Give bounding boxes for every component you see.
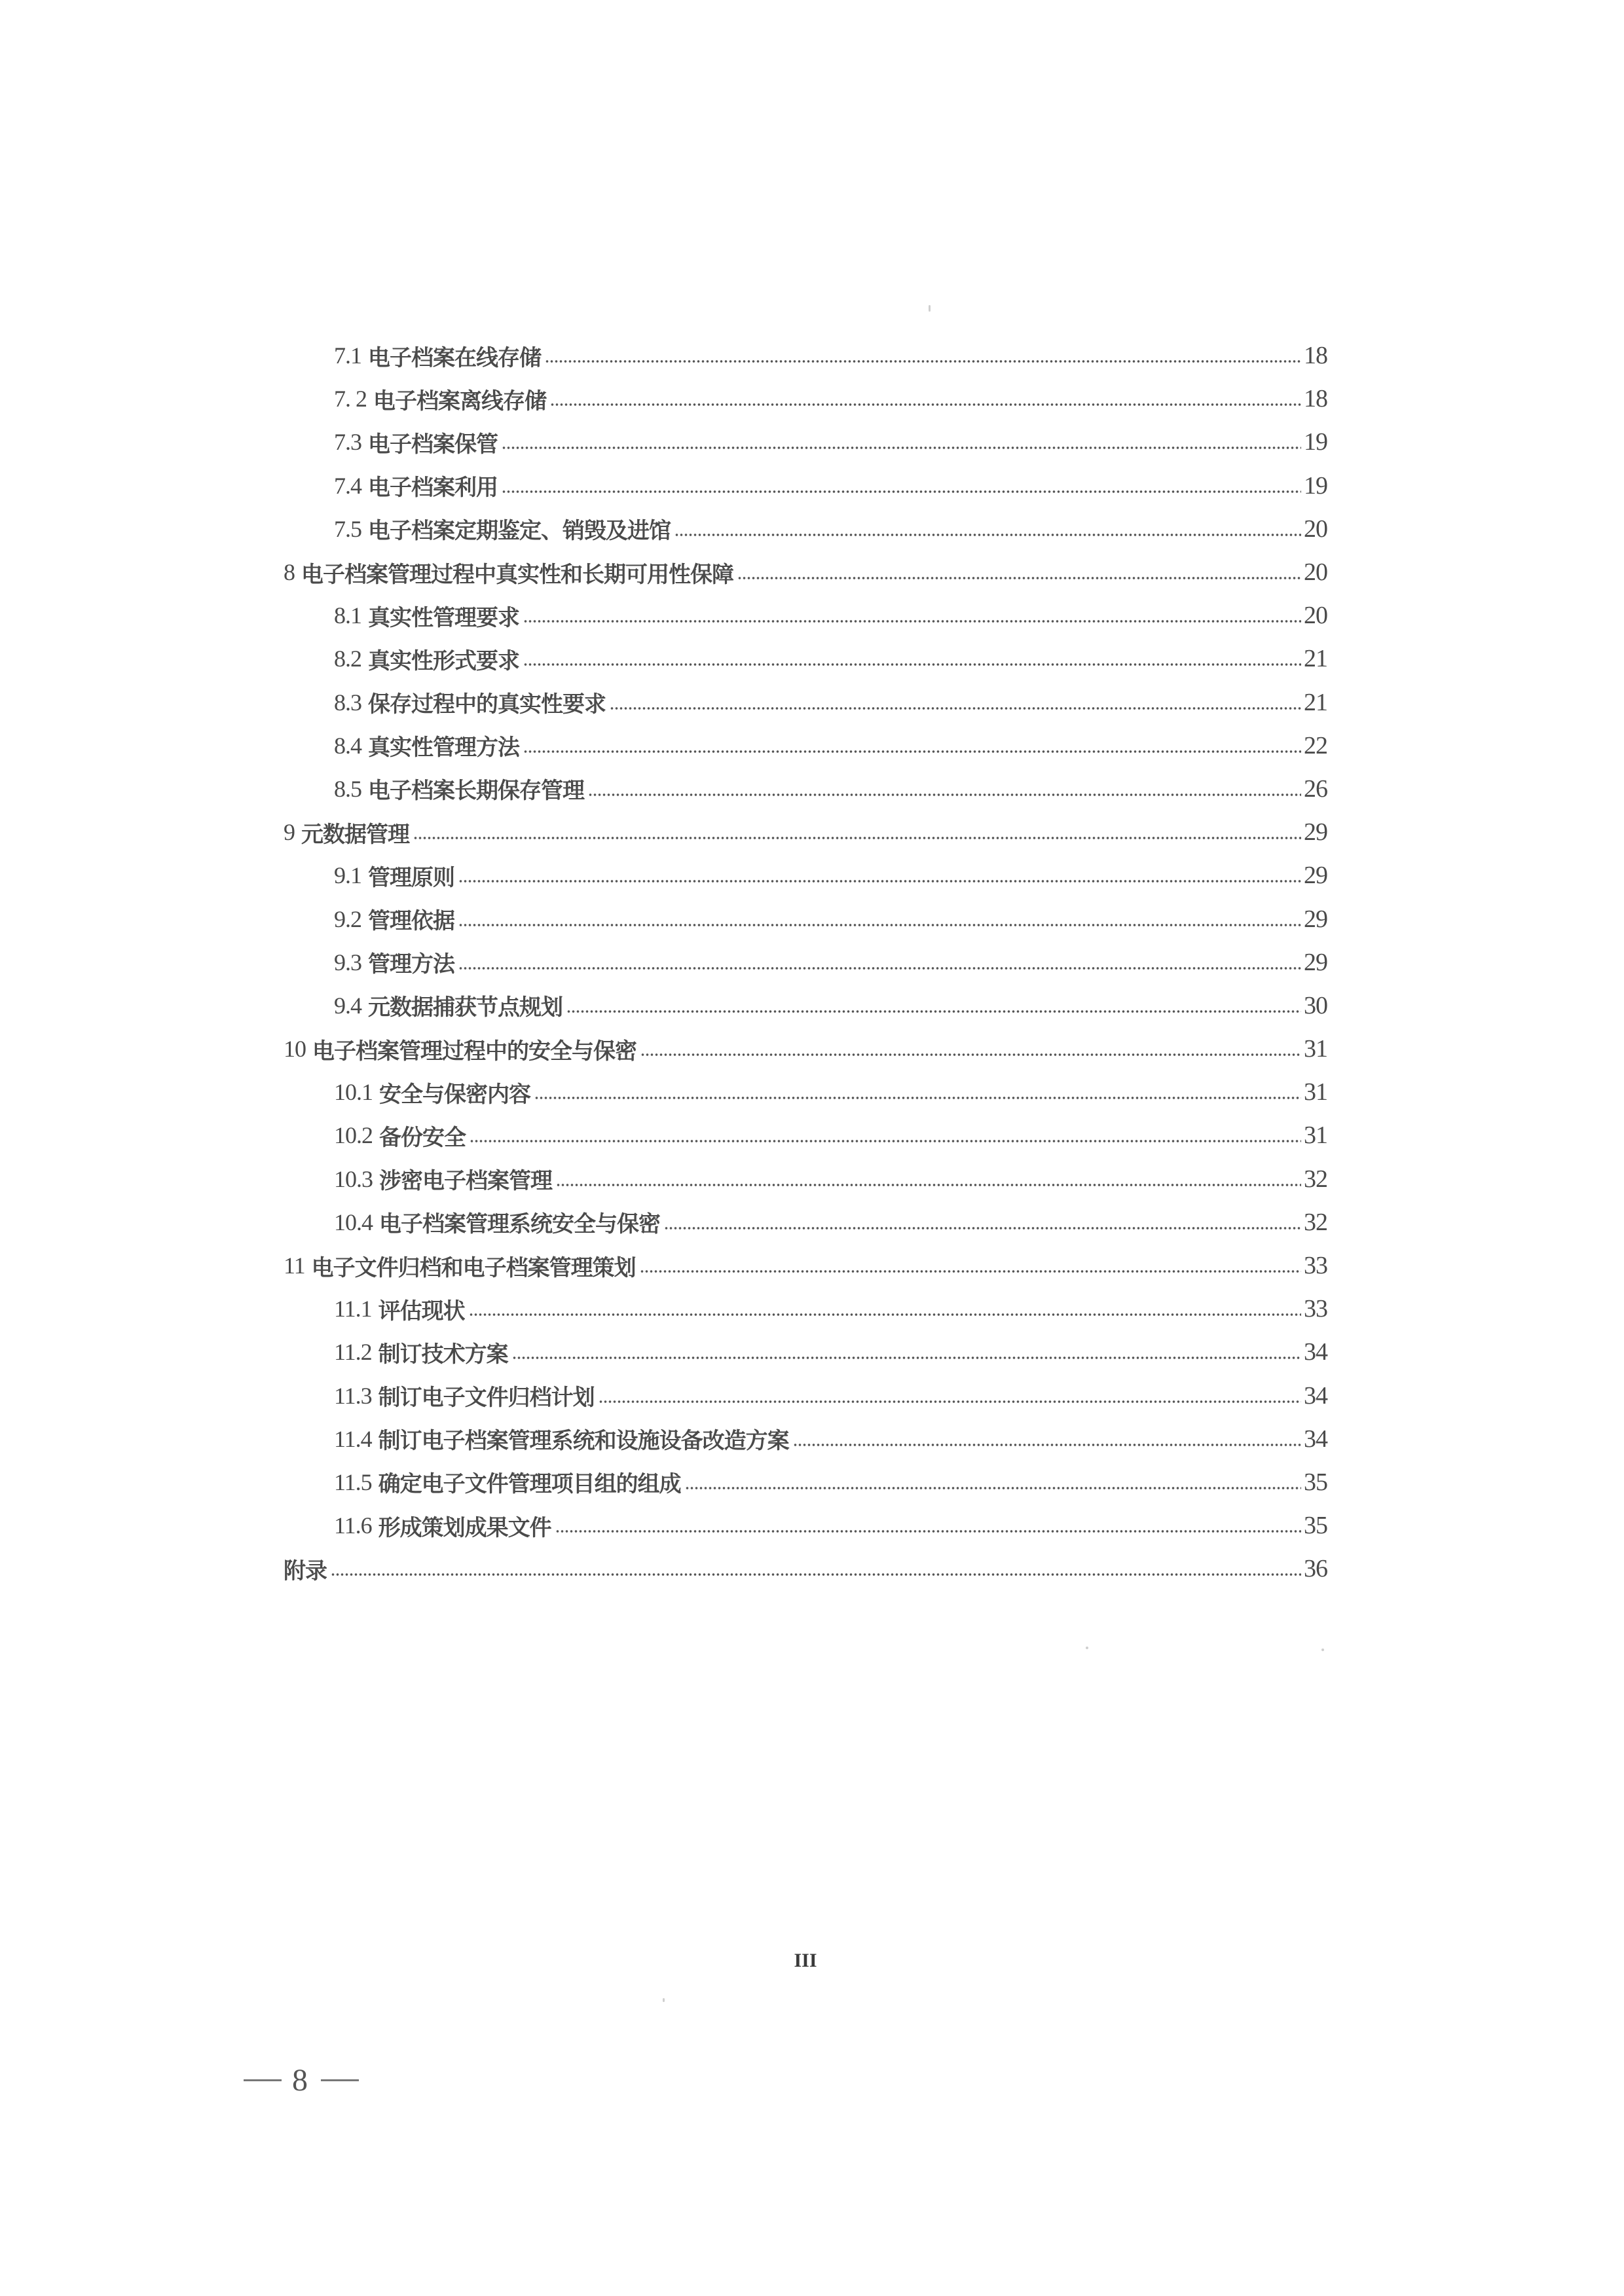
toc-entry-title: 电子档案离线存储 [373, 388, 546, 414]
toc-entry-title: 附录 [284, 1558, 327, 1584]
dot-leader [534, 1096, 1301, 1100]
toc-entry[interactable] [0, 464, 1624, 507]
dot-leader [550, 403, 1301, 407]
toc-entry-title: 确定电子文件管理项目组的组成 [378, 1471, 681, 1498]
toc-entry-number: 11.3 [334, 1382, 372, 1409]
toc-entry[interactable] [0, 941, 1624, 984]
toc-entry-page: 30 [1304, 991, 1327, 1019]
scan-speck [1086, 1647, 1088, 1649]
toc-entry-title: 真实性管理要求 [368, 604, 519, 631]
dot-leader [413, 836, 1301, 840]
toc-entry[interactable] [0, 334, 1624, 377]
toc-entry-title: 制订电子文件归档计划 [378, 1385, 595, 1412]
dot-leader [523, 619, 1301, 623]
toc-entry-page: 36 [1304, 1555, 1327, 1583]
toc-entry-page: 34 [1304, 1338, 1327, 1366]
dot-leader [640, 1269, 1301, 1273]
toc-entry-title: 元数据管理 [301, 821, 409, 848]
toc-entry-number: 10.1 [334, 1079, 373, 1106]
scan-speck [1321, 1649, 1324, 1651]
toc-entry-title: 真实性管理方法 [368, 735, 519, 761]
toc-entry-number: 10.2 [334, 1122, 373, 1149]
toc-entry[interactable] [0, 1114, 1624, 1157]
toc-entry[interactable] [0, 767, 1624, 811]
dot-leader [458, 879, 1301, 883]
dot-leader [599, 1400, 1301, 1404]
toc-chapter[interactable] [0, 551, 1624, 594]
scan-speck [663, 1998, 665, 2002]
toc-entry-title: 电子档案管理系统安全与保密 [379, 1211, 660, 1238]
toc-entry-number: 10.4 [334, 1209, 373, 1235]
toc-entry-title: 制订技术方案 [378, 1341, 508, 1368]
toc-entry-number: 7.4 [334, 472, 361, 499]
dash-left [244, 2079, 282, 2081]
toc-entry[interactable] [0, 1374, 1624, 1417]
dot-leader [610, 706, 1301, 710]
toc-entry-number: 7.5 [334, 515, 361, 542]
toc-entry-number: 9.3 [334, 949, 361, 975]
dot-leader [458, 923, 1301, 927]
toc-entry[interactable] [0, 681, 1624, 724]
toc-entry-title: 电子档案长期保存管理 [368, 778, 584, 805]
dot-leader [523, 663, 1301, 666]
toc-entry-title: 安全与保密内容 [379, 1081, 530, 1108]
toc-entry-page: 26 [1304, 774, 1327, 803]
toc-entry-page: 29 [1304, 862, 1327, 890]
dash-right [321, 2079, 359, 2081]
toc-entry-page: 18 [1304, 342, 1327, 370]
toc-entry-title: 涉密电子档案管理 [379, 1168, 552, 1195]
toc-entry-number: 8.2 [334, 646, 361, 672]
dot-leader [685, 1486, 1301, 1490]
toc-entry-title: 制订电子档案管理系统和设施设备改造方案 [378, 1428, 789, 1455]
toc-entry-number: 9.4 [334, 992, 361, 1019]
toc-chapter[interactable] [0, 1244, 1624, 1287]
scan-speck [929, 305, 931, 312]
dot-leader [523, 750, 1301, 754]
dot-leader [331, 1573, 1301, 1576]
toc-entry[interactable] [0, 1330, 1624, 1374]
toc-entry-title: 形成策划成果文件 [378, 1514, 551, 1541]
toc-entry-number: 8.4 [334, 732, 361, 759]
dot-leader [737, 576, 1301, 580]
toc-entry-page: 21 [1304, 645, 1327, 673]
dot-leader [545, 359, 1301, 363]
toc-entry[interactable] [0, 420, 1624, 464]
toc-entry-page: 31 [1304, 1078, 1327, 1106]
dot-leader [588, 793, 1301, 797]
toc-entry[interactable] [0, 637, 1624, 680]
toc-entry-page: 19 [1304, 428, 1327, 456]
toc-entry-page: 29 [1304, 905, 1327, 933]
dot-leader [469, 1313, 1301, 1317]
toc-entry[interactable] [0, 377, 1624, 420]
toc-entry-page: 34 [1304, 1425, 1327, 1453]
toc-entry[interactable] [0, 897, 1624, 940]
print-page-value: 8 [292, 2063, 310, 2098]
toc-entry-title: 电子文件归档和电子档案管理策划 [311, 1254, 636, 1281]
toc-entry-title: 真实性形式要求 [368, 647, 519, 674]
roman-page-number: III [794, 1950, 817, 1971]
toc-entry-number: 11.4 [334, 1425, 372, 1452]
toc-entry-page: 20 [1304, 558, 1327, 587]
toc-entry-title: 评估现状 [378, 1298, 465, 1324]
toc-entry-number: 8.5 [334, 775, 361, 802]
toc-entry-number: 11.6 [334, 1512, 372, 1539]
toc-entry-title: 电子档案管理过程中真实性和长期可用性保障 [301, 561, 733, 588]
dot-leader [502, 490, 1301, 494]
toc-entry-number: 9 [284, 819, 295, 846]
toc-entry-number: 11 [284, 1252, 305, 1279]
dot-leader [458, 966, 1301, 970]
toc-entry[interactable] [0, 1287, 1624, 1330]
toc-entry-title: 管理依据 [368, 908, 454, 935]
toc-entry[interactable] [0, 1070, 1624, 1114]
toc-entry-page: 35 [1304, 1468, 1327, 1496]
toc-entry-page: 32 [1304, 1208, 1327, 1236]
print-page-number [244, 2062, 359, 2098]
toc-entry-number: 7.1 [334, 342, 361, 369]
dot-leader [566, 1010, 1301, 1013]
dot-leader [502, 446, 1301, 450]
toc-entry-title: 电子档案管理过程中的安全与保密 [312, 1038, 637, 1065]
dot-leader [640, 1053, 1301, 1057]
toc-entry-number: 11.1 [334, 1296, 372, 1322]
toc-entry-page: 19 [1304, 471, 1327, 500]
toc-entry[interactable] [0, 1201, 1624, 1244]
toc-entry-title: 保存过程中的真实性要求 [368, 691, 606, 718]
dot-leader [664, 1226, 1301, 1230]
dot-leader [674, 533, 1301, 537]
dot-leader [555, 1529, 1301, 1533]
toc-entry-page: 33 [1304, 1252, 1327, 1280]
toc-entry-title: 管理原则 [368, 864, 454, 891]
table-of-contents [0, 334, 1624, 1590]
toc-entry-page: 20 [1304, 515, 1327, 543]
toc-entry[interactable] [0, 507, 1624, 551]
toc-entry[interactable] [0, 1461, 1624, 1504]
toc-entry-page: 33 [1304, 1295, 1327, 1323]
toc-chapter[interactable] [0, 811, 1624, 854]
toc-entry-number: 8.1 [334, 602, 361, 629]
toc-entry-number: 10.3 [334, 1165, 373, 1192]
toc-entry[interactable] [0, 984, 1624, 1027]
toc-entry-number: 7. 2 [334, 386, 367, 412]
toc-entry-number: 7.3 [334, 429, 361, 456]
toc-entry-number: 9.1 [334, 862, 361, 889]
toc-entry[interactable] [0, 594, 1624, 637]
toc-chapter[interactable] [0, 1027, 1624, 1070]
toc-entry-title: 电子档案在线存储 [368, 344, 541, 371]
dot-leader [470, 1139, 1301, 1143]
toc-entry-number: 8 [284, 559, 295, 586]
toc-entry-page: 29 [1304, 818, 1327, 847]
toc-entry-page: 32 [1304, 1165, 1327, 1193]
toc-entry-title: 电子档案保管 [368, 431, 498, 458]
dot-leader [556, 1183, 1301, 1187]
toc-entry-page: 18 [1304, 385, 1327, 413]
toc-entry[interactable] [0, 854, 1624, 897]
toc-appendix[interactable] [0, 1547, 1624, 1590]
toc-entry-title: 元数据捕获节点规划 [368, 994, 563, 1021]
toc-entry-number: 9.2 [334, 905, 361, 932]
toc-entry-number: 11.2 [334, 1339, 372, 1366]
toc-entry-number: 8.3 [334, 689, 361, 716]
dot-leader [512, 1356, 1301, 1360]
toc-entry-page: 35 [1304, 1512, 1327, 1540]
toc-entry-number: 10 [284, 1036, 306, 1063]
dot-leader [793, 1443, 1301, 1447]
toc-entry-page: 34 [1304, 1381, 1327, 1410]
toc-entry[interactable] [0, 1504, 1624, 1547]
toc-entry[interactable] [0, 1157, 1624, 1201]
toc-entry-title: 备份安全 [379, 1124, 466, 1151]
toc-entry-page: 29 [1304, 948, 1327, 976]
toc-entry-number: 11.5 [334, 1468, 372, 1495]
toc-entry-page: 21 [1304, 688, 1327, 716]
toc-entry-page: 20 [1304, 602, 1327, 630]
toc-entry-title: 电子档案定期鉴定、销毁及进馆 [368, 518, 671, 545]
toc-entry[interactable] [0, 1417, 1624, 1461]
toc-entry-title: 管理方法 [368, 951, 454, 978]
toc-entry-title: 电子档案利用 [368, 475, 498, 501]
toc-entry-page: 22 [1304, 731, 1327, 759]
toc-entry[interactable] [0, 724, 1624, 767]
toc-entry-page: 31 [1304, 1035, 1327, 1063]
toc-entry-page: 31 [1304, 1121, 1327, 1150]
